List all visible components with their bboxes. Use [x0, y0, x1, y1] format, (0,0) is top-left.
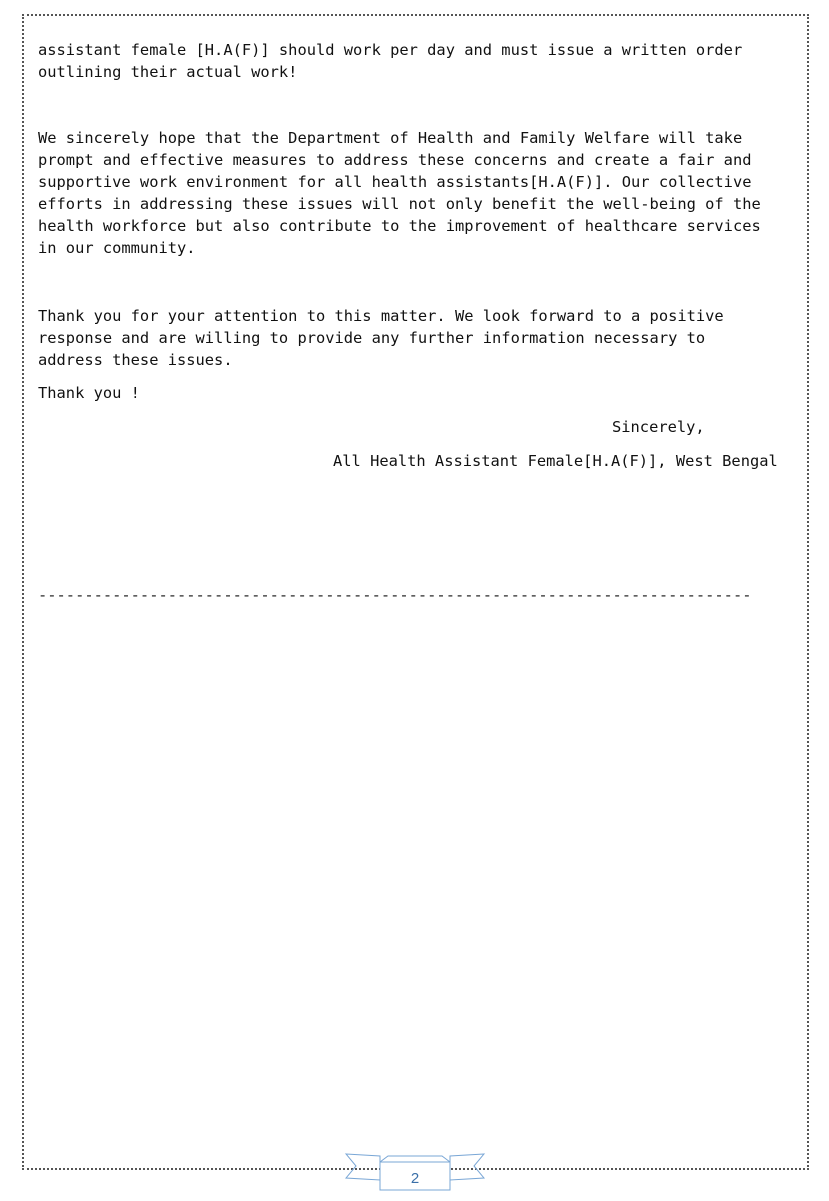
page-number-ribbon	[344, 1146, 486, 1196]
body-paragraph-2: We sincerely hope that the Department of Health and Family Welfare will take prompt and effective measures to address these concerns and create a fair and supportive work environment for all health assistants[H.A(F)]. Our collective efforts in addressing these issues will not only benefit the well-being of the health workforce but also contribute to the improvement of healthcare services in our community.	[38, 129, 761, 257]
page-number: 2	[410, 1170, 420, 1187]
signatory-line: All Health Assistant Female[H.A(F)], West Bengal	[333, 452, 778, 470]
body-paragraph-3: Thank you for your attention to this matter. We look forward to a positive response and are willing to provide any further information necessary to address these issues.	[38, 307, 724, 369]
thank-you-line: Thank you !	[38, 384, 140, 402]
body-paragraph-1: assistant female [H.A(F)] should work per day and must issue a written order outlining their actual work!	[38, 41, 743, 81]
closing-salutation: Sincerely,	[612, 418, 705, 436]
dashed-separator: -----------------------------------------------------------------------------	[38, 586, 752, 604]
